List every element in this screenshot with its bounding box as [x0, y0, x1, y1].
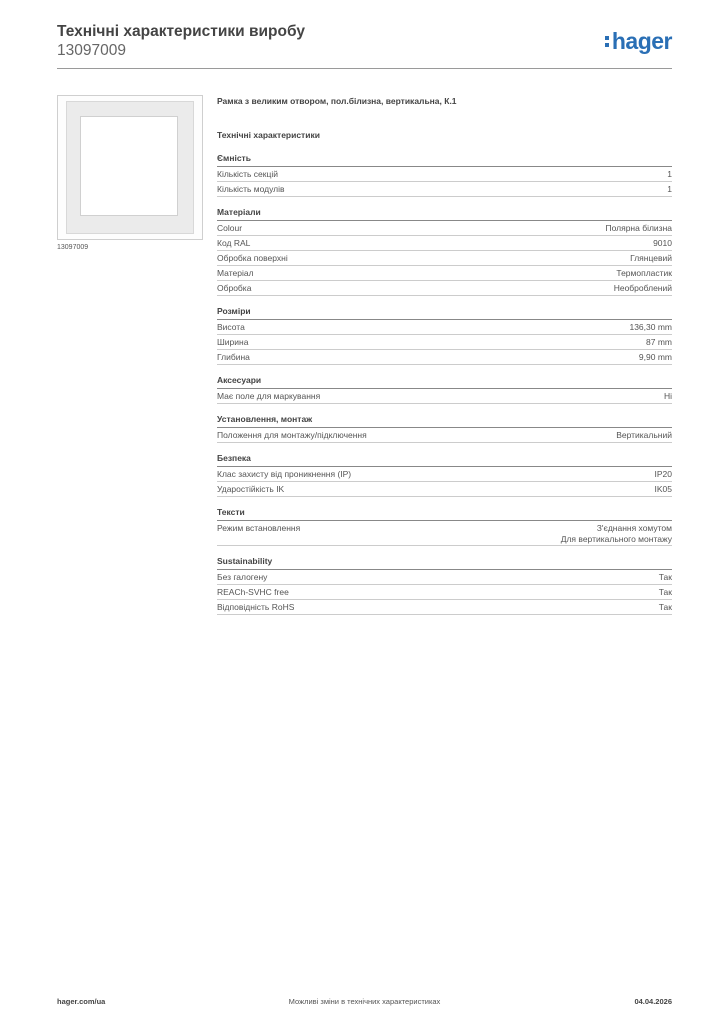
footer-notice: Можливі зміни в технічних характеристиках	[288, 997, 441, 1006]
section-title: Матеріали	[217, 207, 672, 221]
spec-section	[217, 453, 672, 497]
spec-row	[217, 600, 672, 615]
spec-label: Обробка поверхні	[217, 253, 288, 263]
section-title: Аксесуари	[217, 375, 672, 389]
spec-heading: Технічні характеристики	[217, 130, 320, 140]
spec-value: Глянцевий	[630, 253, 672, 263]
spec-row	[217, 182, 672, 197]
spec-value: IK05	[654, 484, 672, 494]
spec-label: Без галогену	[217, 572, 268, 582]
spec-sections	[217, 153, 672, 615]
spec-section	[217, 306, 672, 365]
spec-row	[217, 335, 672, 350]
spec-row	[217, 521, 672, 546]
spec-row	[217, 236, 672, 251]
logo-colon-icon	[605, 35, 610, 48]
spec-row	[217, 281, 672, 296]
spec-value: З'єднання хомутом Для вертикального монтажу	[560, 523, 672, 544]
spec-label: REACh-SVHC free	[217, 587, 289, 597]
spec-row	[217, 482, 672, 497]
spec-label: Положення для монтажу/підключення	[217, 430, 367, 440]
spec-label: Режим встановлення	[217, 523, 301, 533]
spec-section	[217, 153, 672, 197]
spec-section	[217, 414, 672, 443]
section-title: Установлення, монтаж	[217, 414, 672, 428]
spec-value: Ні	[663, 391, 672, 401]
frame-outline	[66, 101, 194, 234]
spec-label: Код RAL	[217, 238, 251, 248]
spec-label: Клас захисту від проникнення (IP)	[217, 469, 352, 479]
section-title: Ємність	[217, 153, 672, 167]
spec-row	[217, 585, 672, 600]
spec-row	[217, 350, 672, 365]
spec-value: Необроблений	[613, 283, 672, 293]
spec-value: 87 mm	[646, 337, 672, 347]
spec-value: 136,30 mm	[629, 322, 672, 332]
spec-value: 1	[667, 169, 672, 179]
product-name: Рамка з великим отвором, пол.білизна, вертикальна, К.1	[217, 96, 457, 106]
spec-panel	[217, 95, 672, 625]
section-title: Тексти	[217, 507, 672, 521]
spec-label: Глибина	[217, 352, 250, 362]
spec-label: Обробка	[217, 283, 252, 293]
spec-label: Кількість модулів	[217, 184, 285, 194]
spec-row	[217, 570, 672, 585]
spec-value: IP20	[654, 469, 672, 479]
logo-text: hager	[611, 28, 672, 54]
spec-value: 9010	[653, 238, 672, 248]
spec-section	[217, 556, 672, 615]
spec-label: Матеріал	[217, 268, 254, 278]
document-title: Технічні характеристики виробу	[57, 23, 305, 40]
product-image	[57, 95, 203, 240]
spec-row	[217, 266, 672, 281]
spec-label: Ударостійкість IK	[217, 484, 285, 494]
section-title: Безпека	[217, 453, 672, 467]
spec-section	[217, 507, 672, 546]
spec-row	[217, 389, 672, 404]
spec-row	[217, 428, 672, 443]
spec-row	[217, 467, 672, 482]
spec-row	[217, 251, 672, 266]
spec-row	[217, 221, 672, 236]
header-divider	[57, 68, 672, 69]
footer-date: 04.04.2026	[634, 997, 672, 1006]
product-code: 13097009	[57, 42, 126, 59]
frame-opening	[80, 116, 178, 216]
spec-value: Так	[658, 602, 672, 612]
spec-label: Кількість секцій	[217, 169, 278, 179]
spec-section	[217, 375, 672, 404]
spec-value: 1	[667, 184, 672, 194]
spec-value: Вертикальний	[616, 430, 672, 440]
spec-value: Так	[658, 572, 672, 582]
hager-logo	[605, 28, 672, 54]
footer-website-link[interactable]: hager.com/ua	[57, 997, 106, 1006]
section-title: Розміри	[217, 306, 672, 320]
page-header	[57, 22, 672, 60]
spec-section	[217, 207, 672, 296]
spec-row	[217, 167, 672, 182]
spec-label: Відповідність RoHS	[217, 602, 295, 612]
spec-label: Ширина	[217, 337, 249, 347]
spec-value: 9,90 mm	[638, 352, 672, 362]
spec-row	[217, 320, 672, 335]
spec-label: Має поле для маркування	[217, 391, 321, 401]
image-caption: 13097009	[57, 244, 89, 251]
spec-label: Висота	[217, 322, 245, 332]
spec-value: Так	[658, 587, 672, 597]
section-title: Sustainability	[217, 556, 672, 570]
spec-label: Colour	[217, 223, 243, 233]
spec-value: Полярна білизна	[605, 223, 672, 233]
spec-value: Термопластик	[616, 268, 672, 278]
